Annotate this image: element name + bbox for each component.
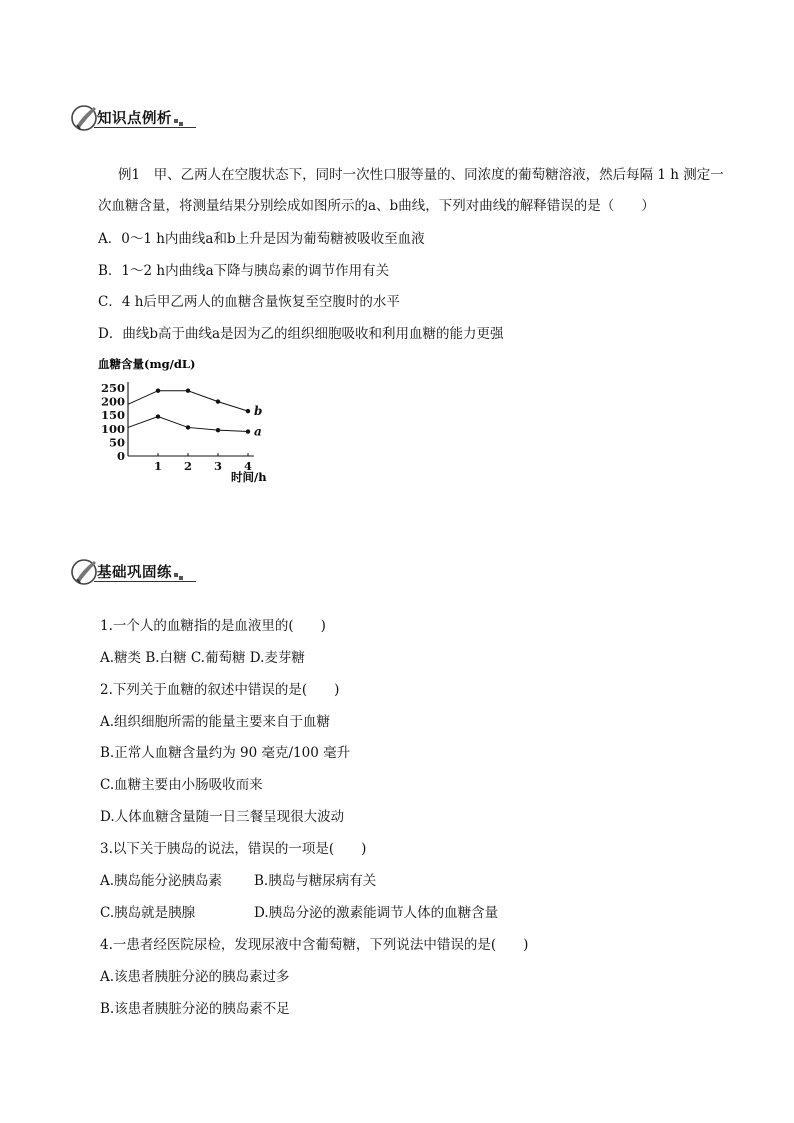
x-tick-label: 4 bbox=[243, 459, 253, 473]
exercise-line: A.糖类 B.白糖 C.葡萄糖 D.麦芽糖 bbox=[100, 650, 305, 666]
banner-decor bbox=[174, 119, 178, 123]
data-point-a bbox=[156, 414, 160, 418]
exercise-line: 4.一患者经医院尿检，发现尿液中含葡萄糖，下列说法中错误的是( ) bbox=[100, 937, 529, 953]
exercise-line: 1.一个人的血糖指的是血液里的( ) bbox=[100, 618, 326, 634]
exercise-line: A.该患者胰脏分泌的胰岛素过多 bbox=[100, 969, 290, 985]
series-label-b: b bbox=[254, 404, 263, 419]
y-tick-label: 250 bbox=[100, 381, 125, 395]
example-stem-line-2: 次血糖含量，将测量结果分别绘成如图所示的a、b曲线，下列对曲线的解释错误的是（ ） bbox=[98, 198, 655, 214]
data-point-a bbox=[246, 429, 250, 433]
data-point-b bbox=[186, 389, 190, 393]
exercise-line: 3.以下关于胰岛的说法，错误的一项是( ) bbox=[100, 841, 367, 857]
exercise-line: B.正常人血糖含量约为 90 毫克/100 毫升 bbox=[100, 745, 351, 761]
example-option-b: B．1～2 h内曲线a下降与胰岛素的调节作用有关 bbox=[98, 263, 390, 279]
data-point-b bbox=[246, 409, 250, 413]
q3-option-a: A.胰岛能分泌胰岛素 bbox=[100, 873, 223, 889]
y-tick-label: 200 bbox=[100, 394, 125, 409]
banner-rule bbox=[94, 127, 196, 128]
data-point-b bbox=[156, 389, 160, 393]
y-tick-label: 150 bbox=[100, 408, 125, 423]
blood-sugar-chart bbox=[98, 354, 283, 489]
data-point-a bbox=[216, 428, 220, 432]
exercise-line: A.组织细胞所需的能量主要来自于血糖 bbox=[100, 714, 331, 730]
exercise-line: B.该患者胰脏分泌的胰岛素不足 bbox=[100, 1001, 290, 1017]
q3-option-d: D.胰岛分泌的激素能调节人体的血糖含量 bbox=[254, 905, 499, 921]
x-tick-label: 2 bbox=[183, 459, 193, 473]
x-tick-label: 1 bbox=[153, 459, 163, 473]
example-option-d: D．曲线b高于曲线a是因为乙的组织细胞吸收和利用血糖的能力更强 bbox=[98, 326, 504, 342]
q3-option-c: C.胰岛就是胰腺 bbox=[100, 905, 196, 921]
q3-option-b: B.胰岛与糖尿病有关 bbox=[254, 873, 377, 889]
exercise-line: 2.下列关于血糖的叙述中错误的是( ) bbox=[100, 682, 340, 698]
x-tick-label: 3 bbox=[213, 459, 223, 473]
chart-series bbox=[128, 389, 262, 439]
x-axis-label: 时间/h bbox=[231, 470, 267, 484]
y-tick-label: 100 bbox=[100, 421, 125, 436]
y-ticks bbox=[101, 381, 125, 463]
example-option-a: A．0～1 h内曲线a和b上升是因为葡萄糖被吸收至血液 bbox=[98, 231, 425, 247]
exercise-line: D.人体血糖含量随一日三餐呈现很大波动 bbox=[100, 809, 345, 825]
section-title: 基础巩固练 bbox=[97, 565, 172, 581]
series-label-a: a bbox=[254, 424, 262, 439]
banner-decor bbox=[174, 573, 178, 577]
section-banner-basics bbox=[70, 556, 196, 586]
example-stem-line-1: 例1 甲、乙两人在空腹状态下，同时一次性口服等量的、同浓度的葡萄糖溶液，然后每隔 1 h 测定一 bbox=[118, 167, 724, 183]
example-option-c: C．4 h后甲乙两人的血糖含量恢复至空腹时的水平 bbox=[98, 294, 400, 310]
data-point-a bbox=[186, 425, 190, 429]
y-tick-label: 0 bbox=[116, 449, 125, 463]
banner-decor bbox=[179, 122, 183, 126]
banner-decor bbox=[179, 576, 183, 580]
section-banner-knowledge bbox=[70, 102, 196, 132]
y-axis-label: 血糖含量(mg/dL) bbox=[98, 357, 196, 371]
banner-rule bbox=[94, 581, 196, 582]
section-title: 知识点例析 bbox=[97, 111, 172, 127]
chart-axes bbox=[128, 382, 254, 456]
exercise-line: C.血糖主要由小肠吸收而来 bbox=[100, 777, 263, 793]
y-tick-label: 50 bbox=[108, 435, 125, 450]
series-line-b bbox=[128, 391, 248, 411]
data-point-b bbox=[216, 399, 220, 403]
